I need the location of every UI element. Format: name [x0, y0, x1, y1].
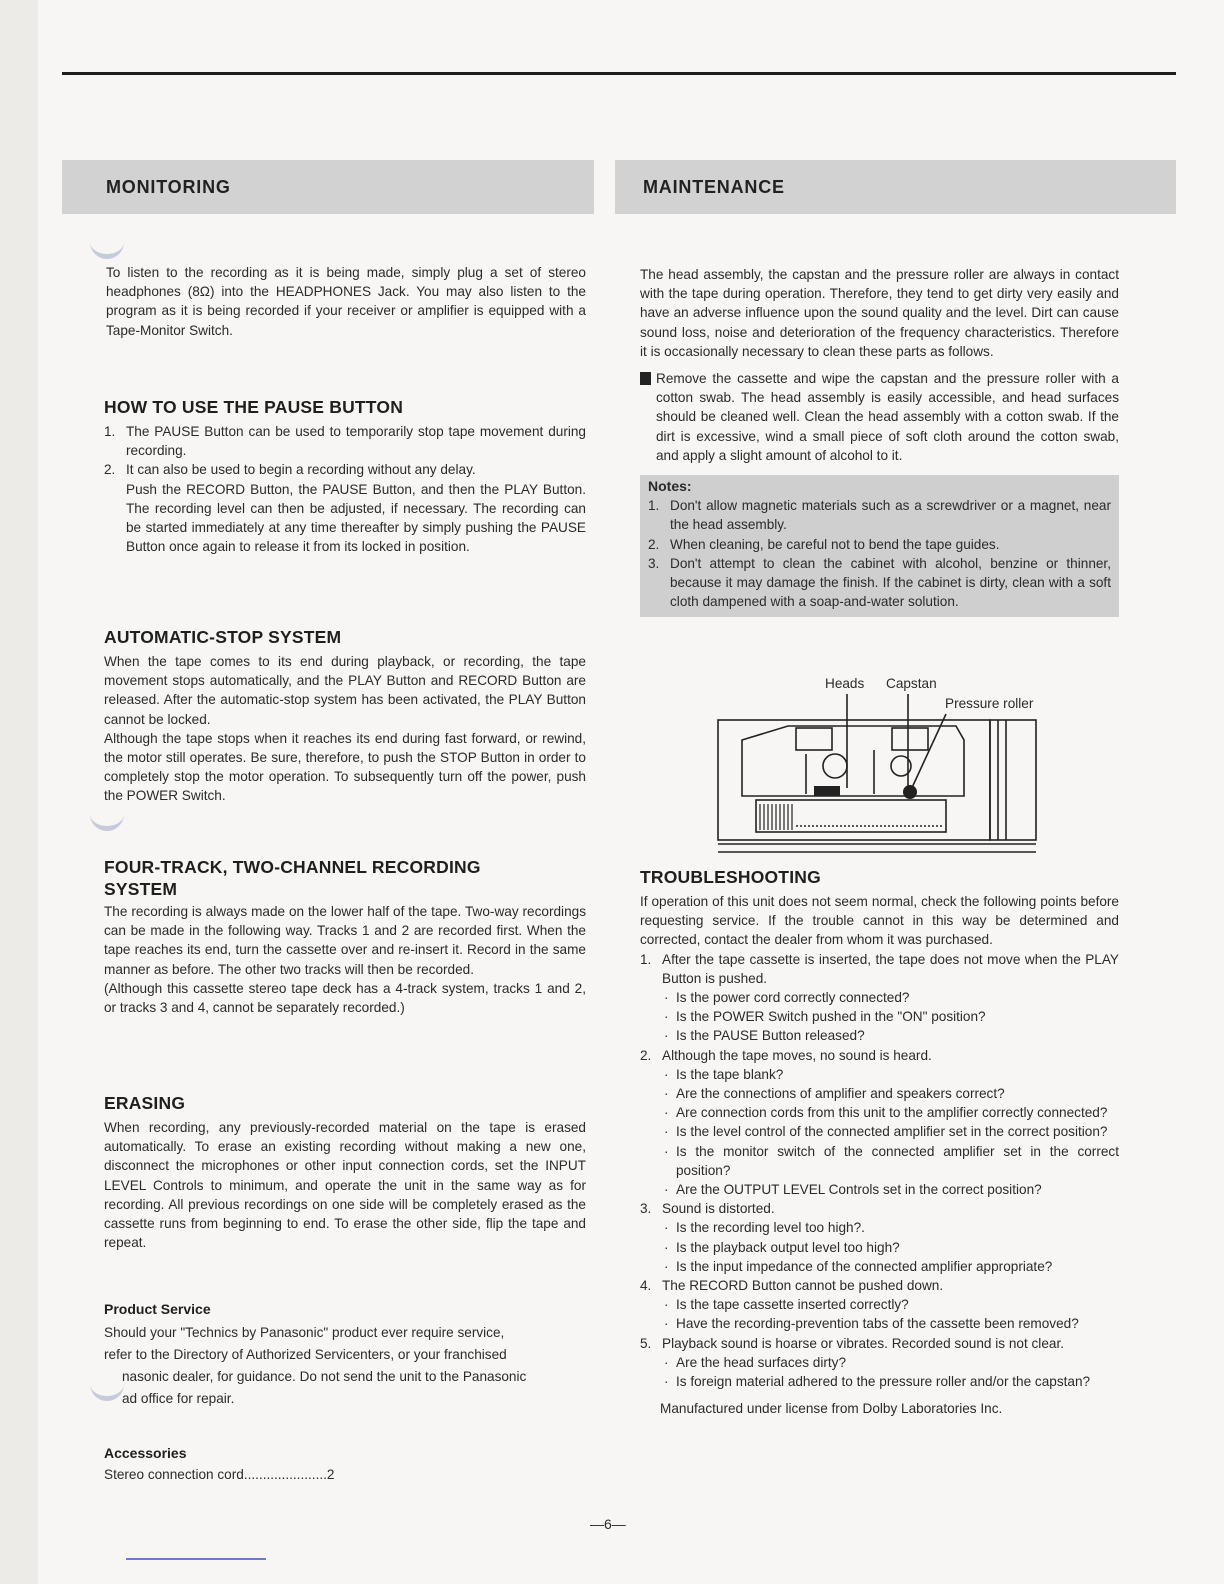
- top-rule: [62, 72, 1176, 75]
- trouble-check: · Is foreign material adhered to the pressure roller and/or the capstan?: [662, 1372, 1119, 1391]
- trouble-check: · Is the level control of the connected amplifier set in the correct position?: [662, 1122, 1119, 1141]
- cassette-deck-diagram: [716, 670, 1046, 862]
- monitoring-header: MONITORING: [62, 160, 594, 214]
- accessory-item: Stereo connection cord......................2: [104, 1467, 335, 1482]
- trouble-item: 1. After the tape cassette is inserted, the tape does not move when the PLAY Button is pushed. · Is the power cord correctly connected? · Is the POWER Switch pushed in the "ON" position? · Is the PAUSE Button released?: [640, 950, 1119, 1046]
- accessories-section: [104, 1442, 584, 1486]
- note-item: 3. Don't attempt to clean the cabinet with alcohol, benzine or thinner, because it may damage the finish. If the cabinet is dirty, clean with a soft cloth dampened with a soap-and-water solution.: [648, 555, 1111, 610]
- trouble-check: · Is the PAUSE Button released?: [662, 1026, 1119, 1045]
- page-number: —6—: [590, 1516, 626, 1532]
- fourtrack-title: FOUR-TRACK, TWO-CHANNEL RECORDING SYSTEM: [104, 857, 481, 899]
- maintenance-section: [640, 265, 1119, 617]
- fourtrack-p2: (Although this cassette stereo tape deck has a 4-track system, tracks 1 and 2, or tracks 3 and 4, cannot be separately recorded.): [104, 980, 586, 1016]
- trouble-check: · Is the playback output level too high?: [662, 1238, 1119, 1257]
- label-pressure-roller: Pressure roller: [945, 696, 1034, 711]
- dolby-notice: Manufactured under license from Dolby Laboratories Inc.: [660, 1401, 1003, 1417]
- trouble-check: · Is the tape cassette inserted correctly?: [662, 1295, 1119, 1314]
- autostop-p2: Although the tape stops when it reaches its end during fast forward, or rewind, the motor still operates. Be sure, therefore, to push the STOP Button in order to completely stop the motor operation. To subsequently turn off the power, push the POWER Switch.: [104, 730, 586, 804]
- pause-item: 2. It can also be used to begin a recording without any delay. Push the RECORD Button, the PAUSE Button, and then the PLAY Button. The recording level can then be adjusted, if necessary. The recording can be started immediately at any time thereafter by simply pushing the PAUSE Button once again to release it from its locked in position.: [104, 462, 586, 555]
- trouble-item: 3. Sound is distorted. · Is the recording level too high?. · Is the playback output level too high? · Is the input impedance of the connected amplifier appropriate?: [640, 1199, 1119, 1276]
- scan-mark: [126, 1558, 266, 1560]
- pause-item: 1. The PAUSE Button can be used to temporarily stop tape movement during recording.: [104, 424, 586, 459]
- service-line: ad office for repair.: [122, 1391, 235, 1406]
- pause-title: HOW TO USE THE PAUSE BUTTON: [104, 397, 404, 417]
- trouble-item: 2. Although the tape moves, no sound is heard. · Is the tape blank? · Are the connections of amplifier and speakers correct? · Are connection cords from this unit to the amplifier correctly connected? · Is the level control of the connected amplifier set in the correct position? · Is the monitor switch of the connected amplifier set in the correct position? · Are the OUTPUT LEVEL Controls set in the correct position?: [640, 1046, 1119, 1200]
- fourtrack-section: [104, 856, 586, 1017]
- monitoring-section: [106, 263, 586, 340]
- service-line: refer to the Directory of Authorized Servicenters, or your franchised: [104, 1347, 507, 1362]
- service-section: [104, 1298, 594, 1410]
- note-item: 1. Don't allow magnetic materials such as a screwdriver or a magnet, near the head assembly.: [648, 498, 1111, 533]
- troubleshooting-title: TROUBLESHOOTING: [640, 867, 821, 887]
- square-bullet-icon: [640, 372, 651, 385]
- erasing-title: ERASING: [104, 1093, 186, 1113]
- note-item: 2. When cleaning, be careful not to bend the tape guides.: [648, 536, 1000, 552]
- trouble-check: · Is the power cord correctly connected?: [662, 988, 1119, 1007]
- trouble-check: · Is the input impedance of the connected amplifier appropriate?: [662, 1257, 1119, 1276]
- trouble-check: · Have the recording-prevention tabs of the cassette been removed?: [662, 1314, 1119, 1333]
- maintenance-header: MAINTENANCE: [615, 160, 1176, 214]
- autostop-section: [104, 626, 586, 806]
- trouble-check: · Is the monitor switch of the connected amplifier set in the correct position?: [662, 1142, 1119, 1180]
- pause-item-detail: Push the RECORD Button, the PAUSE Button, and then the PLAY Button. The recording level can then be adjusted, if necessary. The recording can be started immediately at any time thereafter by simply pushing the PAUSE Button once again to release it from its locked in position.: [126, 481, 586, 555]
- trouble-check: · Is the tape blank?: [662, 1065, 1119, 1084]
- fourtrack-p1: The recording is always made on the lower half of the tape. Two-way recordings can be made in the following way. Tracks 1 and 2 are recorded first. When the tape reaches its end, turn the cassette over and re-insert it. Record in the same manner as before. The other two tracks will then be recorded.: [104, 904, 586, 977]
- trouble-check: · Is the recording level too high?.: [662, 1218, 1119, 1237]
- trouble-item: 4. The RECORD Button cannot be pushed down. · Is the tape cassette inserted correctly? · Have the recording-prevention tabs of the cassette been removed?: [640, 1276, 1119, 1334]
- trouble-check: · Are connection cords from this unit to the amplifier correctly connected?: [662, 1103, 1119, 1122]
- deck-drawing: [716, 670, 1046, 862]
- erasing-body: When recording, any previously-recorded material on the tape is erased automatically. To erase an existing recording without making a new one, disconnect the microphones or other input connection cords, set the INPUT LEVEL Controls to minimum, and operate the unit in the same way as for recording. All previous recordings on one side will be completely erased as the cassette runs from beginning to end. To erase the other side, flip the tape and repeat.: [104, 1120, 586, 1251]
- autostop-title: AUTOMATIC-STOP SYSTEM: [104, 627, 342, 647]
- troubleshooting-section: [640, 866, 1119, 1418]
- trouble-check: · Are the connections of amplifier and speakers correct?: [662, 1084, 1119, 1103]
- trouble-check: · Is the POWER Switch pushed in the "ON" position?: [662, 1007, 1119, 1026]
- service-title: Product Service: [104, 1301, 211, 1317]
- service-line: nasonic dealer, for guidance. Do not send the unit to the Panasonic: [122, 1369, 527, 1384]
- notes-box: [640, 475, 1119, 617]
- erasing-section: [104, 1092, 586, 1252]
- maintenance-intro: The head assembly, the capstan and the pressure roller are always in contact with the tape during operation. Therefore, they tend to get dirty very easily and have an adverse influence upon the sound quality and the level. Dirt can cause sound loss, noise and deterioration of the frequency characteristics. Therefore it is occasionally necessary to clean these parts as follows.: [640, 267, 1119, 359]
- trouble-check: · Are the head surfaces dirty?: [662, 1353, 1119, 1372]
- trouble-check: · Are the OUTPUT LEVEL Controls set in the correct position?: [662, 1180, 1119, 1199]
- pause-section: [104, 396, 586, 556]
- label-capstan: Capstan: [886, 676, 937, 691]
- service-line: Should your "Technics by Panasonic" product ever require service,: [104, 1325, 505, 1340]
- maintenance-bullet: Remove the cassette and wipe the capstan and the pressure roller with a cotton swab. The head assembly is easily accessible, and head surfaces should be cleaned well. Clean the head assembly with a cotton swab. If the dirt is excessive, wind a small piece of soft cloth around the cotton swab, and apply a slight amount of alcohol to it.: [640, 369, 1119, 465]
- accessories-title: Accessories: [104, 1445, 187, 1461]
- notes-title: Notes:: [648, 478, 692, 495]
- label-heads: Heads: [825, 676, 865, 691]
- monitoring-body: To listen to the recording as it is being made, simply plug a set of stereo headphones (8Ω) into the HEADPHONES Jack. You may also listen to the program as it is being recorded if your receiver or amplifier is equipped with a Tape-Monitor Switch.: [106, 265, 586, 338]
- trouble-item: 5. Playback sound is hoarse or vibrates. Recorded sound is not clear. · Are the head surfaces dirty? · Is foreign material adhered to the pressure roller and/or the capstan?: [640, 1334, 1119, 1392]
- autostop-p1: When the tape comes to its end during playback, or recording, the tape movement stops automatically, and the PLAY Button and RECORD Button are released. After the automatic-stop system has been activated, the PLAY Button cannot be locked.: [104, 654, 586, 727]
- troubleshooting-intro: If operation of this unit does not seem normal, check the following points before requesting service. If the trouble cannot in this way be determined and corrected, contact the dealer from whom it was purchased.: [640, 894, 1119, 948]
